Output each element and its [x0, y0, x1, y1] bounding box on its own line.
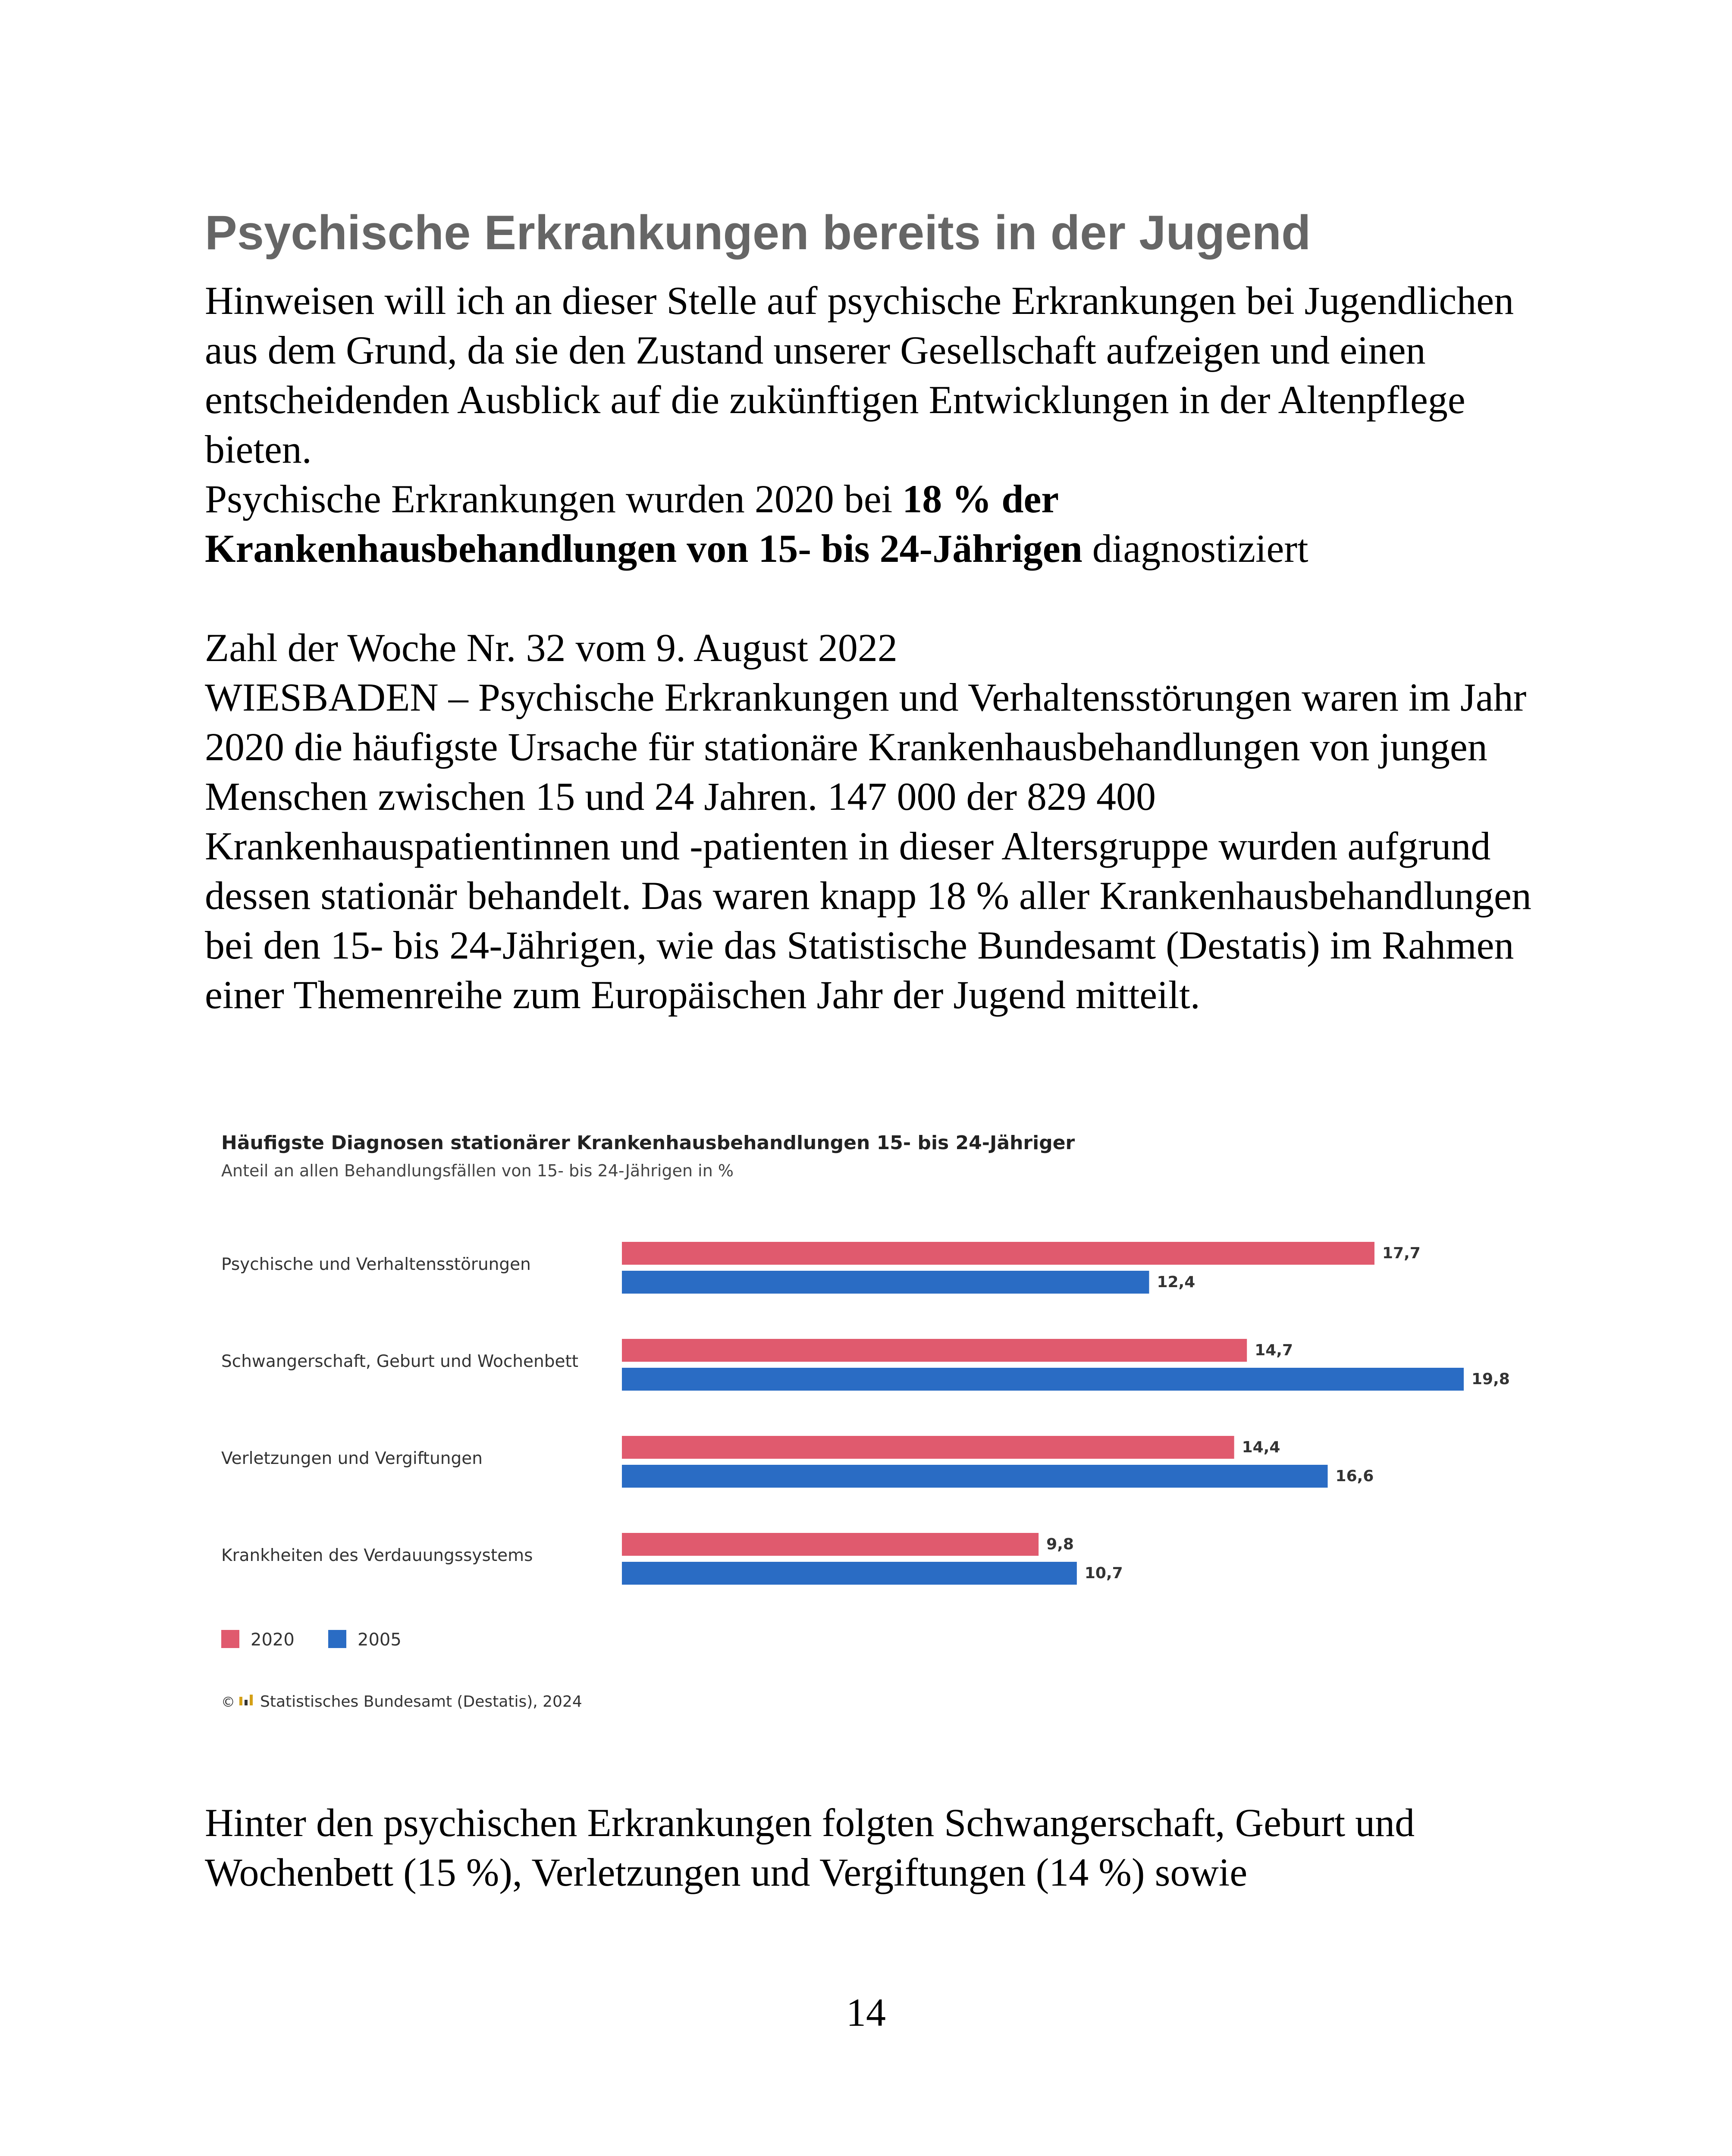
- category-label: Psychische und Verhaltensstörungen: [221, 1255, 531, 1274]
- data-label-2020: 14,7: [1255, 1341, 1293, 1359]
- bar-2005-krankheiten-des-verdauungssystems: [622, 1562, 1077, 1585]
- data-label-2005: 10,7: [1084, 1564, 1123, 1582]
- chart-source: [221, 1693, 582, 1711]
- closing-text-block: [205, 1798, 1542, 1897]
- headline-pre: Psychische Erkrankungen wurden 2020 bei: [205, 477, 903, 521]
- data-label-2005: 16,6: [1335, 1467, 1374, 1485]
- bar-2020-krankheiten-des-verdauungssystems: [622, 1533, 1039, 1556]
- destatis-logo-bar-3: [250, 1695, 253, 1705]
- blank-line: [205, 573, 1533, 623]
- bar-2020-verletzungen-und-vergiftungen: [622, 1436, 1234, 1459]
- category-label: Krankheiten des Verdauungssystems: [221, 1546, 533, 1565]
- bar-2005-schwangerschaft-geburt-und-wochenbett: [622, 1368, 1464, 1391]
- chart-bars: [221, 1242, 1510, 1585]
- chart-title: Häufigste Diagnosen stationärer Krankenhausbehandlungen 15- bis 24-Jähriger: [221, 1132, 1075, 1154]
- legend-label-2020: 2020: [251, 1630, 295, 1650]
- data-label-2020: 14,4: [1242, 1438, 1280, 1456]
- bar-2020-psychische-und-verhaltensstörungen: [622, 1242, 1374, 1265]
- body-paragraph: WIESBADEN – Psychische Erkrankungen und Verhaltensstörungen waren im Jahr 2020 die häufigste Ursache für stationäre Krankenhausbehandlungen von jungen Menschen zwischen 15 und 24 Jahren. 147 000 der 829 400 Krankenhauspatientinnen und -patienten in dieser Altersgruppe wurden aufgrund dessen stationär behandelt. Das waren knapp 18 % aller Krankenhausbehandlungen bei den 15- bis 24-Jährigen, wie das Statistische Bundesamt (Destatis) im Rahmen einer Themenreihe zum Europäischen Jahr der Jugend mitteilt.: [205, 675, 1531, 1017]
- dateline: Zahl der Woche Nr. 32 vom 9. August 2022: [205, 626, 897, 670]
- legend-swatch-2005: [328, 1630, 346, 1648]
- data-label-2020: 9,8: [1046, 1536, 1074, 1553]
- bar-2020-schwangerschaft-geburt-und-wochenbett: [622, 1339, 1247, 1362]
- chart-svg: [205, 1112, 1533, 1725]
- section-heading: Psychische Erkrankungen bereits in der Jugend: [205, 206, 1311, 260]
- data-label-2005: 12,4: [1157, 1273, 1195, 1291]
- headline-post: diagnostiziert: [1082, 526, 1308, 570]
- chart-subtitle: Anteil an allen Behandlungsfällen von 15- bis 24-Jährigen in %: [221, 1161, 734, 1180]
- closing-paragraph: Hinter den psychischen Erkrankungen folgten Schwangerschaft, Geburt und Wochenbett (15 %), Verletzungen und Vergiftungen (14 %) sowie: [205, 1801, 1415, 1894]
- chart-legend: [221, 1630, 402, 1650]
- intro-paragraph: Hinweisen will ich an dieser Stelle auf psychische Erkrankungen bei Jugendlichen aus dem Grund, da sie den Zustand unserer Gesellschaft aufzeigen und einen entscheidenden Ausblick auf die zukünftigen Entwicklungen in der Altenpflege bieten.: [205, 279, 1514, 471]
- data-label-2020: 17,7: [1382, 1244, 1421, 1262]
- destatis-logo-bar-2: [245, 1700, 248, 1705]
- page-number: 14: [846, 1990, 886, 2034]
- legend-swatch-2020: [221, 1630, 239, 1648]
- headline-bold: 18 % der Krankenhausbehandlungen von 15- bis 24-Jährigen: [205, 477, 1082, 570]
- bar-chart: [205, 1112, 1533, 1725]
- data-label-2005: 19,8: [1472, 1370, 1510, 1388]
- headline-paragraph: [205, 474, 1533, 573]
- legend-label-2005: 2005: [358, 1630, 402, 1650]
- source-text: Statistisches Bundesamt (Destatis), 2024: [260, 1693, 582, 1711]
- destatis-logo-bar-1: [239, 1697, 242, 1705]
- category-label: Schwangerschaft, Geburt und Wochenbett: [221, 1352, 579, 1371]
- text-block: [205, 203, 1533, 1020]
- bar-2005-verletzungen-und-vergiftungen: [622, 1465, 1328, 1488]
- copyright-icon: ©: [221, 1694, 235, 1710]
- category-label: Verletzungen und Vergiftungen: [221, 1449, 483, 1468]
- bar-2005-psychische-und-verhaltensstörungen: [622, 1271, 1149, 1294]
